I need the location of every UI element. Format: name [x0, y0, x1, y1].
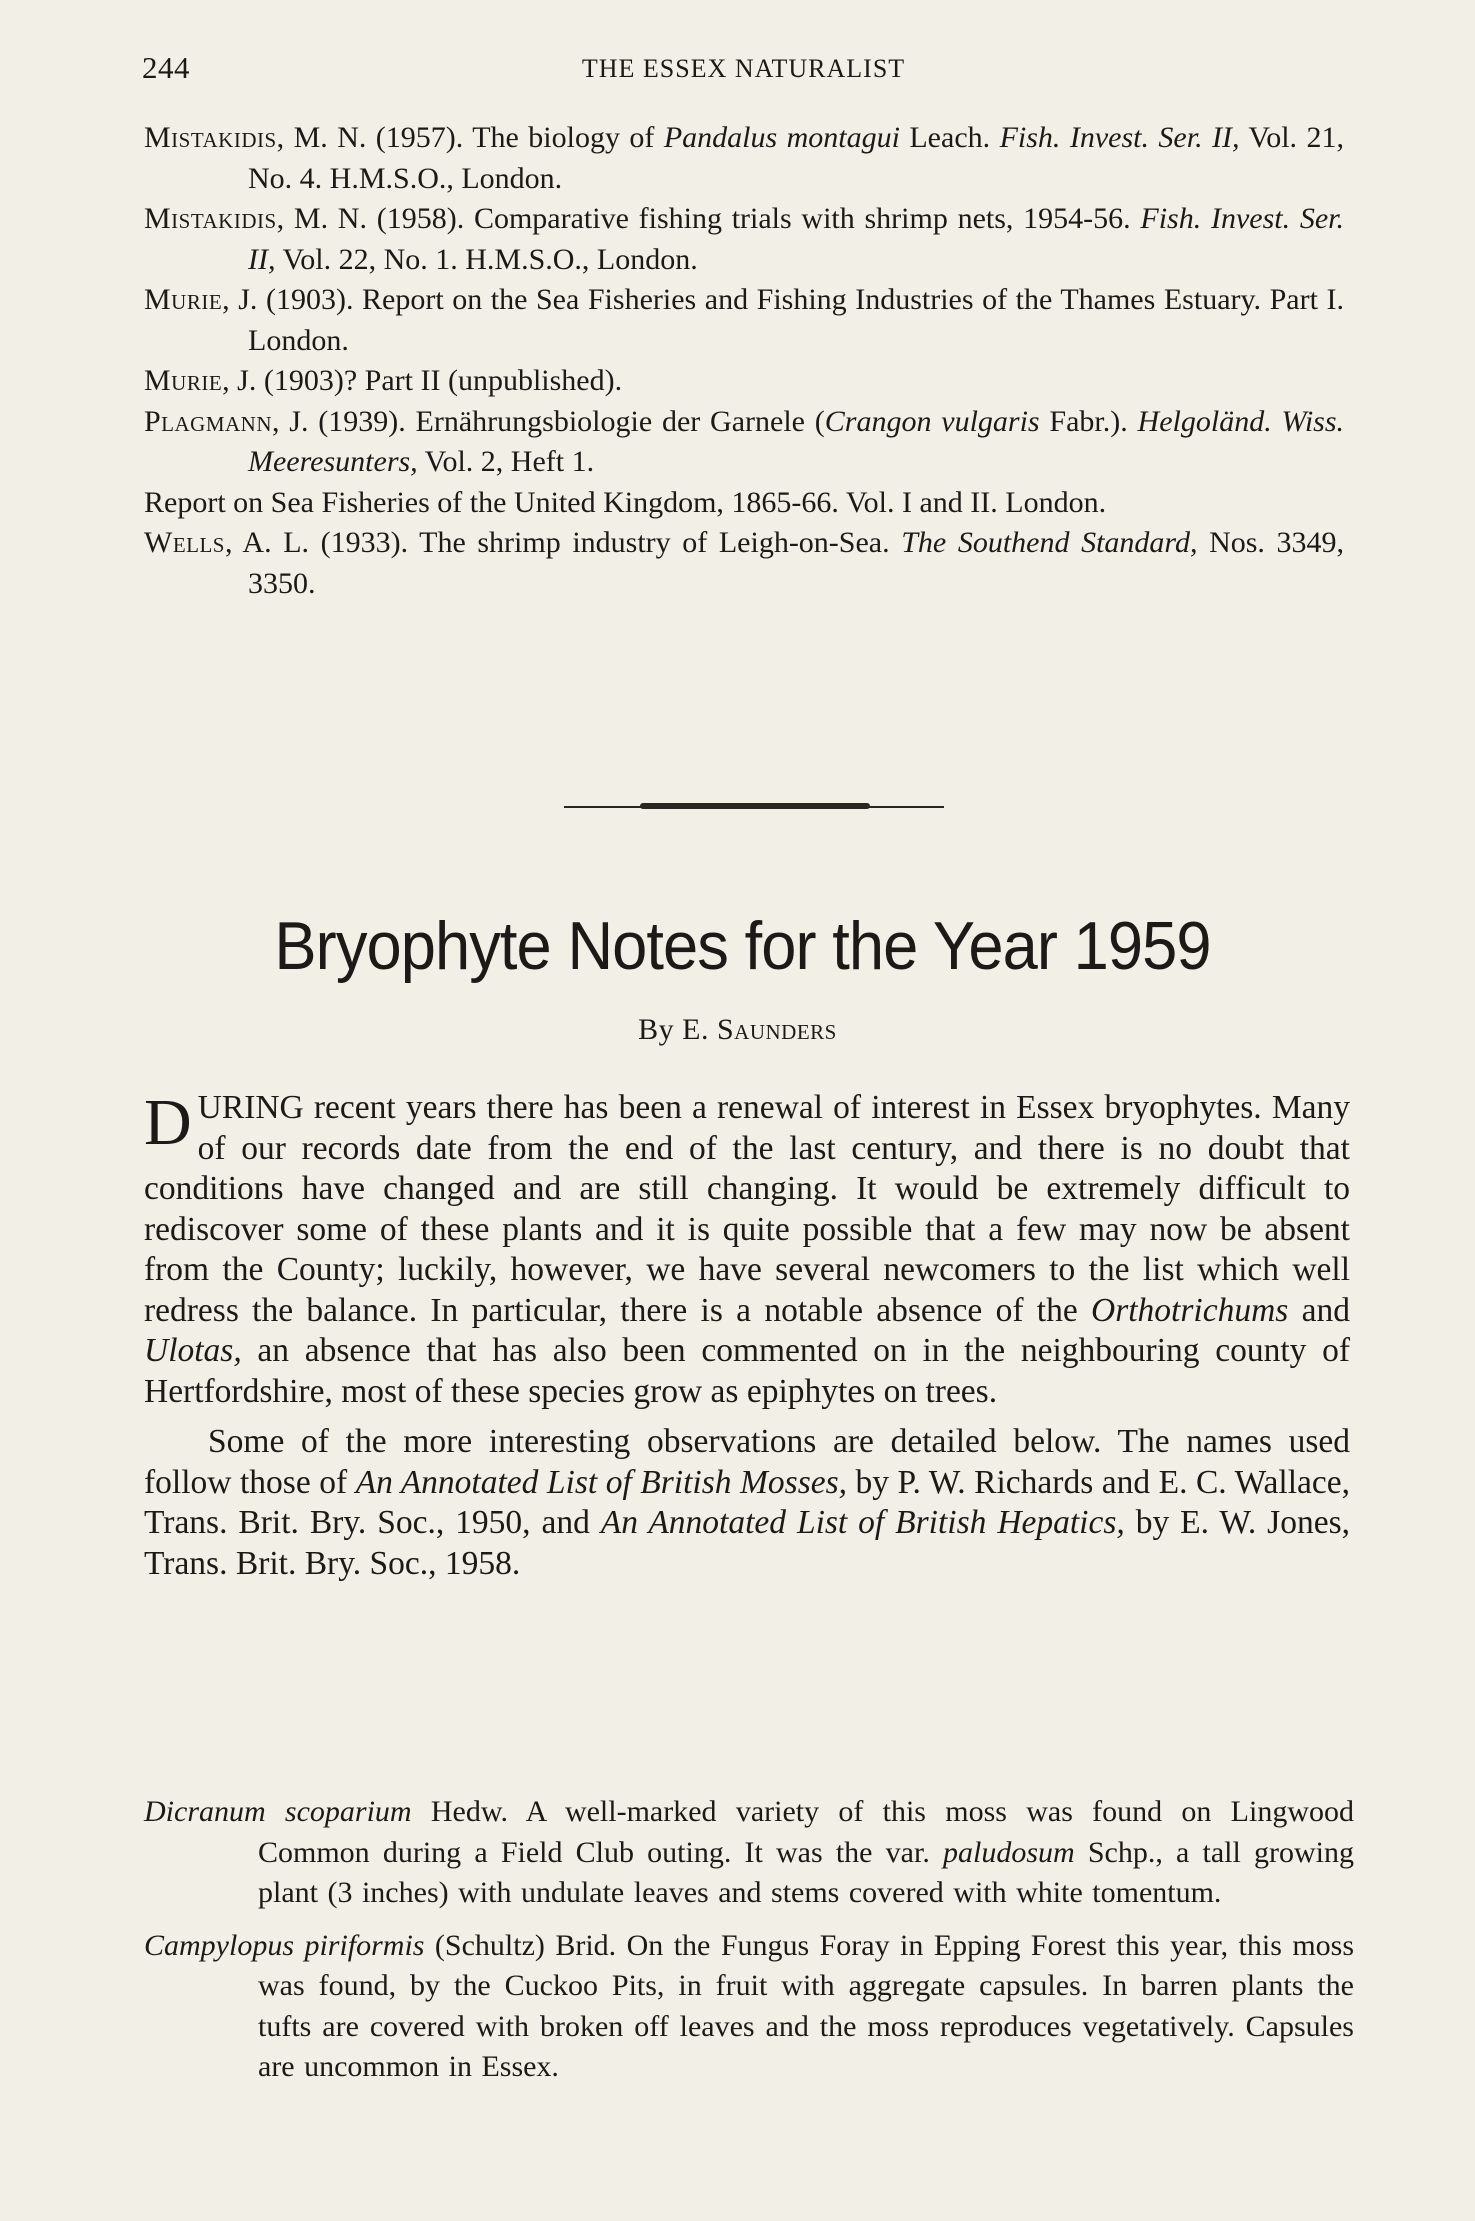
- variety-name: paludosum: [942, 1835, 1075, 1869]
- cited-work: An Annotated List of British Hepatics,: [600, 1504, 1125, 1541]
- reference-item: [144, 280, 1344, 361]
- paragraph-text: URING recent years there has been a renewal of interest in Essex bryophytes. Many of our records date from the end of the last century, and there is no doubt that conditions have changed and are still changing. It would be extremely difficult to rediscover some of these plants and it is quite possible that a few may now be absent from the County; luckily, however, we have several newcomers to the list which well redress the balance. In particular, there is a notable absence of the: [144, 1089, 1350, 1329]
- journal-title: THE ESSEX NATURALIST: [581, 54, 906, 83]
- cited-work: An Annotated List of British Mosses,: [355, 1463, 848, 1501]
- entry-text: Hedw. A well-marked variety of this moss was found on Lingwood Common during a Field Club outing. It was the var.: [258, 1795, 1354, 1869]
- byline-author: Saunders: [716, 1013, 837, 1046]
- paragraph-text: by E. W. Jones, Trans. Brit. Bry. Soc., 1958.: [144, 1504, 1350, 1582]
- section-divider-swell: [640, 803, 870, 809]
- reference-text: Fabr.).: [1039, 404, 1138, 438]
- reference-italic: Pandalus montagui: [663, 121, 900, 154]
- species-entry: [144, 1926, 1354, 2088]
- reference-author: Murie: [144, 364, 223, 397]
- reference-text: , M. N. (1958). Comparative fishing trials with shrimp nets, 1954-56.: [276, 202, 1141, 235]
- paragraph-text: Some of the more interesting observations are detailed below. The names used follow those of: [144, 1423, 1350, 1501]
- reference-italic: Fish. Invest. Ser. II,: [999, 121, 1240, 154]
- species-entry: [144, 1792, 1354, 1914]
- reference-item: [144, 483, 1344, 524]
- paragraph: [144, 1088, 1350, 1412]
- reference-text: Nos. 3349, 3350.: [248, 526, 1345, 600]
- drop-cap: D: [144, 1086, 192, 1159]
- paragraph: [144, 1422, 1350, 1584]
- reference-text: Vol. 22, No. 1. H.M.S.O., London.: [275, 242, 698, 276]
- byline-prefix: By E.: [638, 1013, 717, 1046]
- article-title: Bryophyte Notes for the Year 1959: [274, 908, 1211, 984]
- reference-text: , J. (1939). Ernährungsbiologie der Garnele (: [272, 404, 825, 438]
- paragraph-text: by P. W. Richards and E. C. Wallace, Trans. Brit. Bry. Soc., 1950, and: [144, 1463, 1350, 1541]
- species-entries: [144, 1792, 1354, 2100]
- reference-text: Vol. 21, No. 4. H.M.S.O., London.: [248, 121, 1344, 195]
- byline: [0, 1013, 1475, 1047]
- genus-name: Ulotas,: [144, 1332, 242, 1369]
- page-number: 244: [142, 50, 190, 85]
- reference-author: Wells: [144, 526, 225, 559]
- reference-italic: The Southend Standard,: [901, 526, 1198, 559]
- article-body: [144, 1088, 1350, 1584]
- entry-text: Schp., a tall growing plant (3 inches) with undulate leaves and stems covered with white tomentum.: [258, 1835, 1354, 1909]
- reference-text: , A. L. (1933). The shrimp industry of Leigh-on-Sea.: [224, 526, 902, 559]
- reference-item: [144, 402, 1344, 483]
- reference-italic: Fish. Invest. Ser. II,: [248, 202, 1345, 276]
- reference-list: [144, 118, 1344, 604]
- reference-item: [144, 361, 1344, 402]
- species-name: Dicranum scoparium: [144, 1795, 412, 1828]
- entry-text: (Schultz) Brid. On the Fungus Foray in Epping Forest this year, this moss was found, by the Cuckoo Pits, in fruit with aggregate capsules. In barren plants the tufts are covered with broken off leaves and the moss reproduces vegetatively. Capsules are uncommon in Essex.: [258, 1928, 1354, 2083]
- reference-item: [144, 523, 1344, 604]
- reference-text: , M. N. (1957). The biology of: [276, 121, 664, 154]
- reference-italic: Crangon vulgaris: [824, 404, 1040, 438]
- reference-text: , J. (1903)? Part II (unpublished).: [222, 364, 623, 397]
- reference-author: Mistakidis: [144, 121, 277, 154]
- running-head: [142, 50, 1345, 90]
- reference-item: [144, 199, 1344, 280]
- genus-name: Orthotrichums: [1091, 1291, 1289, 1329]
- paragraph-text: and: [1288, 1291, 1350, 1329]
- reference-text: Report on Sea Fisheries of the United Kingdom, 1865-66. Vol. I and II. London.: [144, 485, 1107, 519]
- reference-text: Leach.: [899, 121, 1000, 154]
- reference-italic: Helgoländ. Wiss. Meeresunters,: [248, 404, 1345, 478]
- reference-author: Murie: [144, 283, 223, 316]
- reference-text: Vol. 2, Heft 1.: [417, 445, 595, 478]
- reference-item: [144, 118, 1344, 199]
- reference-text: , J. (1903). Report on the Sea Fisheries and Fishing Industries of the Thames Estuary. Part I. London.: [222, 283, 1344, 357]
- reference-author: Plagmann: [144, 404, 273, 438]
- reference-author: Mistakidis: [144, 202, 277, 235]
- paragraph-text: an absence that has also been commented on in the neighbouring county of Hertfordshire, most of these species grow as epiphytes on trees.: [144, 1332, 1350, 1410]
- species-name: Campylopus piriformis: [144, 1928, 425, 1962]
